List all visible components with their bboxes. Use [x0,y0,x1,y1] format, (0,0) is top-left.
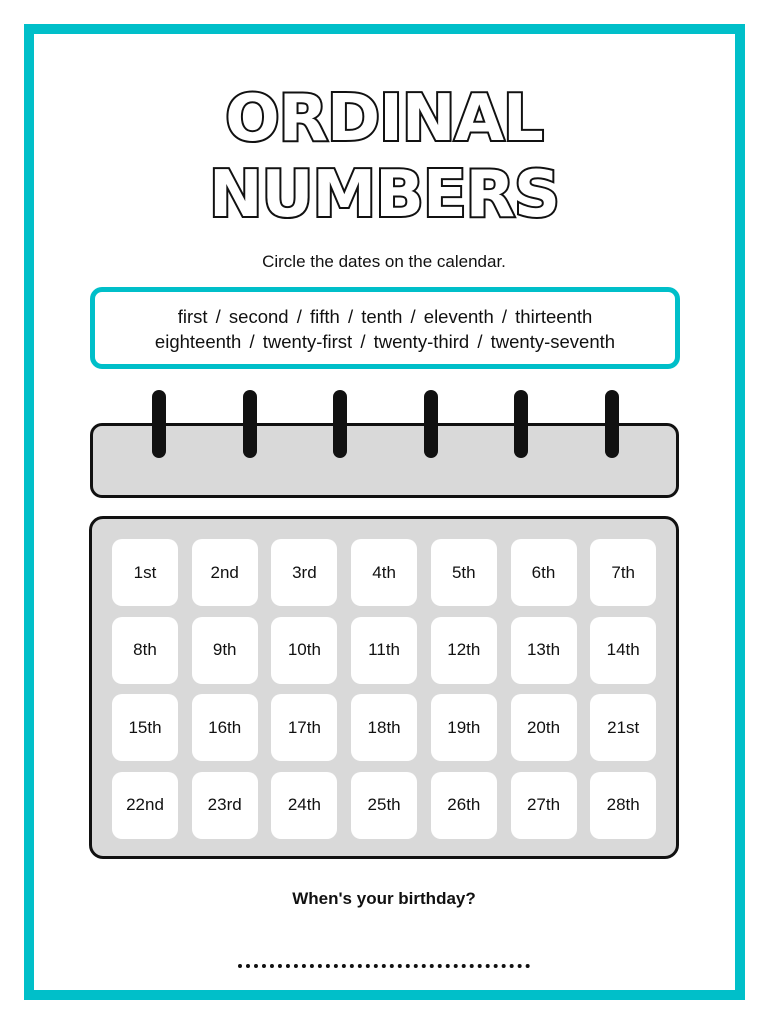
calendar-day-cell[interactable]: 7th [590,539,656,606]
calendar-ring [333,390,347,458]
word-bank-line-1: first / second / fifth / tenth / eleventh / thirteenth [177,306,593,327]
calendar-ring [243,390,257,458]
calendar-day-cell[interactable]: 19th [431,694,497,761]
calendar-day-cell[interactable]: 1st [112,539,178,606]
calendar-day-cell[interactable]: 28th [590,772,656,839]
calendar-ring [514,390,528,458]
word-bank-box [90,287,680,369]
calendar-day-cell[interactable]: 6th [511,539,577,606]
title-line-1: ORDINAL [225,82,543,156]
calendar-day-cell[interactable]: 27th [511,772,577,839]
title-line-2: NUMBERS [208,158,560,232]
calendar-day-cell[interactable]: 10th [271,617,337,684]
calendar-day-cell[interactable]: 2nd [192,539,258,606]
calendar-day-cell[interactable]: 21st [590,694,656,761]
calendar-day-cell[interactable]: 22nd [112,772,178,839]
calendar-day-cell[interactable]: 4th [351,539,417,606]
calendar-day-cell[interactable]: 17th [271,694,337,761]
calendar-day-cell[interactable]: 14th [590,617,656,684]
calendar-day-cell[interactable]: 15th [112,694,178,761]
calendar-day-cell[interactable]: 24th [271,772,337,839]
calendar-grid [89,516,679,859]
calendar-day-cell[interactable]: 18th [351,694,417,761]
answer-line[interactable] [238,964,530,968]
instruction-text: Circle the dates on the calendar. [262,252,506,271]
birthday-question: When's your birthday? [292,889,476,908]
calendar-day-cell[interactable]: 20th [511,694,577,761]
word-bank-line-2: eighteenth / twenty-first / twenty-third / twenty-seventh [154,331,616,352]
calendar-day-cell[interactable]: 9th [192,617,258,684]
calendar-header [90,423,679,498]
calendar-day-cell[interactable]: 13th [511,617,577,684]
calendar-day-cell[interactable]: 25th [351,772,417,839]
calendar-day-cell[interactable]: 16th [192,694,258,761]
calendar-ring [605,390,619,458]
calendar-day-cell[interactable]: 3rd [271,539,337,606]
calendar-day-cell[interactable]: 23rd [192,772,258,839]
calendar-day-cell[interactable]: 8th [112,617,178,684]
calendar-day-cell[interactable]: 11th [351,617,417,684]
calendar-ring [424,390,438,458]
calendar-day-cell[interactable]: 26th [431,772,497,839]
calendar-day-cell[interactable]: 5th [431,539,497,606]
calendar-ring [152,390,166,458]
calendar-day-cell[interactable]: 12th [431,617,497,684]
